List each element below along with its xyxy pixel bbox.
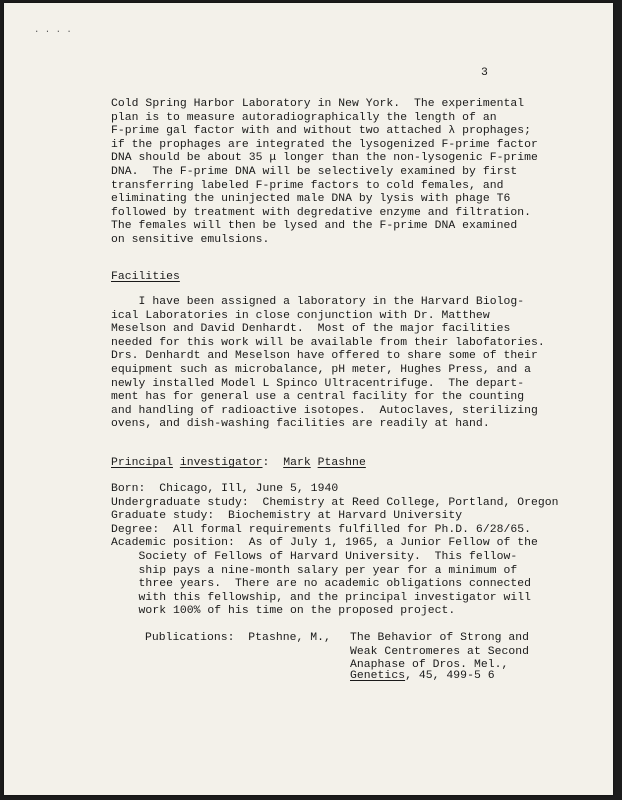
text-line: equipment such as microbalance, pH meter, Hughes Press, and a	[111, 364, 532, 376]
text-line: transferring labeled F-prime factors to cold females, and	[111, 179, 504, 192]
publication-citation	[350, 670, 495, 684]
text-line: Graduate study: Biochemistry at Harvard University	[111, 510, 463, 523]
text-line: The Behavior of Strong and	[350, 632, 530, 644]
text-line: needed for this work will be available from their labofatories.	[111, 336, 545, 349]
text-line: work 100% of his time on the proposed project.	[111, 605, 456, 618]
text-line: three years. There are no academic obligations connected	[111, 578, 532, 591]
text-line: Anaphase of Dros. Mel.,	[350, 659, 509, 672]
investigator-first-name: Mark	[283, 457, 311, 469]
text-line: if the prophages are integrated the lysogenized F-prime factor	[111, 138, 538, 151]
text-line: Weak Centromeres at Second	[350, 645, 530, 658]
text-line: ical Laboratories in close conjunction with Dr. Matthew	[111, 309, 490, 322]
text-line: Meselson and David Denhardt. Most of the major facilities	[111, 323, 511, 336]
text-line: ment has for general use a central facility for the counting	[111, 391, 525, 404]
heading-colon: :	[262, 457, 270, 469]
heading-principal: Principal	[111, 457, 173, 469]
text-line: Born: Chicago, Ill, June 5, 1940	[111, 483, 339, 495]
journal-name: Genetics	[350, 670, 406, 682]
margin-marks: . . . .	[34, 25, 72, 35]
text-line: eliminating the uninjected male DNA by lysis with phage T6	[111, 193, 511, 206]
text-line: ship pays a nine-month salary per year for a minimum of	[111, 564, 518, 577]
publications-label: Publications: Ptashne, M.,	[145, 632, 331, 644]
text-line: F-prime gal factor with and without two attached λ prophages;	[111, 125, 532, 138]
text-line: I have been assigned a laboratory in the Harvard Biolog-	[111, 296, 525, 308]
text-line: with this fellowship, and the principal investigator will	[111, 591, 532, 604]
text-line: Degree: All formal requirements fulfilled for Ph.D. 6/28/65.	[111, 523, 532, 536]
text-line: DNA should be about 35 μ longer than the non-lysogenic F-prime	[111, 152, 538, 165]
investigator-heading	[111, 457, 366, 471]
text-line: Cold Spring Harbor Laboratory in New York. The experimental	[111, 98, 525, 110]
text-line: plan is to measure autoradiographically the length of an	[111, 111, 497, 124]
text-line: newly installed Model L Spinco Ultracentrifuge. The depart-	[111, 377, 525, 390]
text-line: ovens, and dish-washing facilities are readily at hand.	[111, 418, 490, 431]
investigator-last-name: Ptashne	[317, 457, 366, 469]
facilities-heading: Facilities	[111, 271, 180, 283]
heading-investigator: investigator	[179, 457, 263, 469]
text-line: The females will then be lysed and the F-prime DNA examined	[111, 220, 518, 233]
page-number: 3	[481, 67, 488, 79]
citation-rest: , 45, 499-5 6	[405, 670, 495, 682]
text-line: Academic position: As of July 1, 1965, a Junior Fellow of the	[111, 537, 538, 550]
text-line: followed by treatment with degredative enzyme and filtration.	[111, 206, 532, 219]
text-line: Society of Fellows of Harvard University. This fellow-	[111, 551, 518, 563]
text-line: and handling of radioactive isotopes. Autoclaves, sterilizing	[111, 404, 538, 417]
text-line: Undergraduate study: Chemistry at Reed College, Portland, Oregon	[111, 496, 559, 509]
text-line: Drs. Denhardt and Meselson have offered to share some of their	[111, 350, 538, 363]
text-line: DNA. The F-prime DNA will be selectively examined by first	[111, 166, 518, 178]
text-line: on sensitive emulsions.	[111, 234, 270, 246]
document-page	[4, 3, 613, 795]
